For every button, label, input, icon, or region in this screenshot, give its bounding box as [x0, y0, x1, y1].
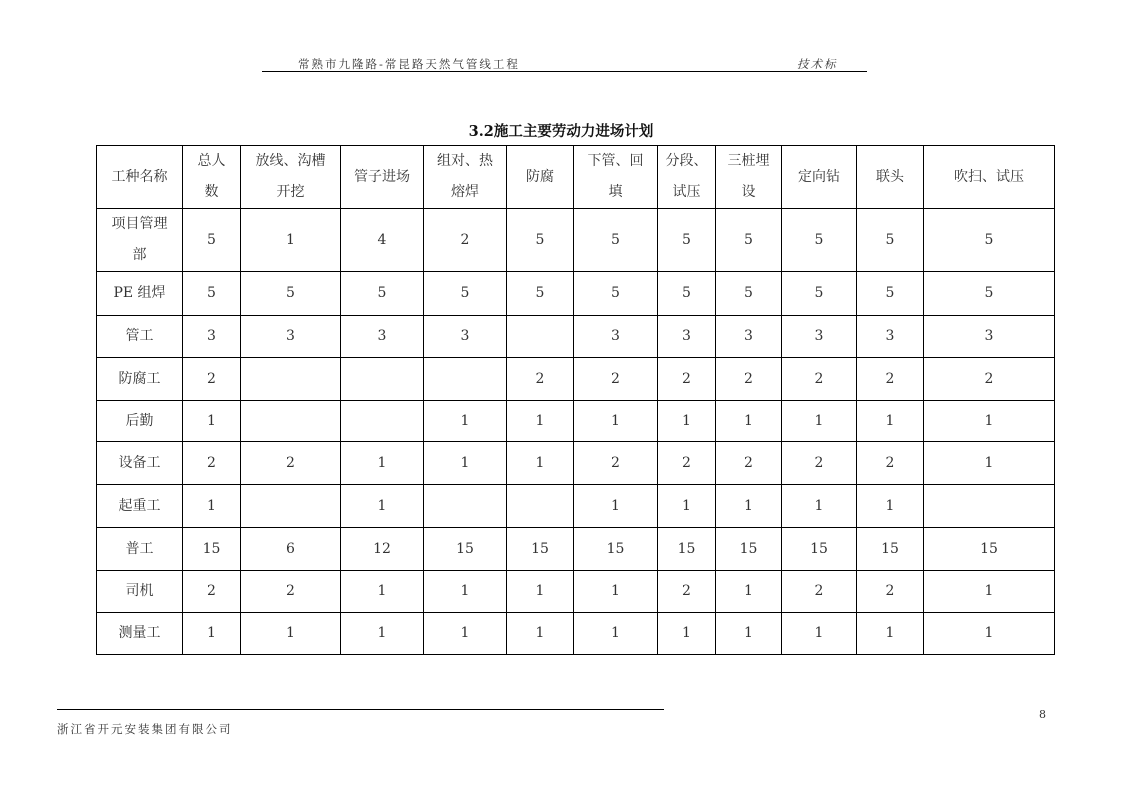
headcount-cell: 2 — [241, 442, 341, 485]
headcount-cell: 5 — [857, 272, 924, 316]
headcount-cell: 1 — [782, 401, 857, 442]
headcount-cell: 5 — [924, 272, 1055, 316]
headcount-cell: 1 — [924, 442, 1055, 485]
column-header — [341, 146, 424, 209]
headcount-cell: 6 — [241, 528, 341, 571]
trade-name-cell — [97, 485, 183, 528]
headcount-cell: 1 — [716, 571, 782, 613]
headcount-cell: 1 — [507, 613, 574, 655]
column-header-line1: 吹扫、试压 — [954, 169, 1024, 185]
headcount-cell: 1 — [424, 442, 507, 485]
footer-divider — [57, 709, 664, 710]
column-header-line1: 联头 — [876, 169, 904, 185]
column-header — [241, 146, 341, 209]
column-header-line2: 数 — [204, 184, 219, 200]
headcount-cell — [341, 401, 424, 442]
trade-name: 司机 — [125, 583, 154, 599]
headcount-cell: 1 — [716, 401, 782, 442]
headcount-cell: 15 — [183, 528, 241, 571]
table-row — [97, 442, 1055, 485]
headcount-cell: 5 — [183, 272, 241, 316]
headcount-cell: 3 — [924, 316, 1055, 358]
column-header — [97, 146, 183, 209]
headcount-cell: 5 — [507, 272, 574, 316]
trade-name: 后勤 — [125, 412, 154, 429]
headcount-cell: 1 — [716, 485, 782, 528]
headcount-cell: 2 — [658, 571, 716, 613]
headcount-cell: 1 — [341, 485, 424, 528]
headcount-cell: 1 — [658, 401, 716, 442]
headcount-cell: 1 — [341, 613, 424, 655]
headcount-cell: 1 — [857, 485, 924, 528]
headcount-cell: 3 — [716, 316, 782, 358]
headcount-cell: 1 — [574, 485, 658, 528]
headcount-cell: 5 — [658, 272, 716, 316]
table-row — [97, 272, 1055, 316]
trade-name: PE 组焊 — [113, 285, 166, 301]
headcount-cell — [424, 485, 507, 528]
column-header-line1: 总人 — [197, 153, 226, 169]
column-header-line1: 工种名称 — [111, 169, 168, 185]
headcount-cell: 5 — [716, 272, 782, 316]
headcount-cell: 2 — [658, 442, 716, 485]
headcount-cell: 2 — [782, 442, 857, 485]
headcount-cell: 2 — [857, 442, 924, 485]
headcount-cell: 1 — [183, 613, 241, 655]
headcount-cell: 5 — [574, 209, 658, 272]
column-header — [424, 146, 507, 209]
headcount-cell: 1 — [857, 613, 924, 655]
headcount-cell: 2 — [424, 209, 507, 272]
headcount-cell — [924, 485, 1055, 528]
headcount-cell: 3 — [574, 316, 658, 358]
headcount-cell: 1 — [857, 401, 924, 442]
headcount-cell: 1 — [424, 613, 507, 655]
table-row — [97, 358, 1055, 401]
table-row — [97, 209, 1055, 272]
headcount-cell: 15 — [574, 528, 658, 571]
headcount-cell: 5 — [716, 209, 782, 272]
headcount-cell: 1 — [782, 613, 857, 655]
headcount-cell: 5 — [183, 209, 241, 272]
headcount-cell: 15 — [658, 528, 716, 571]
headcount-cell: 2 — [716, 442, 782, 485]
headcount-cell: 15 — [782, 528, 857, 571]
trade-name-cell — [97, 571, 183, 613]
labor-plan-table — [96, 145, 1055, 655]
headcount-cell: 1 — [574, 613, 658, 655]
headcount-cell — [241, 358, 341, 401]
headcount-cell: 1 — [507, 401, 574, 442]
headcount-cell: 1 — [658, 485, 716, 528]
headcount-cell: 3 — [183, 316, 241, 358]
column-header-line1: 防腐 — [526, 169, 554, 185]
headcount-cell: 1 — [507, 442, 574, 485]
page-number: 8 — [1039, 708, 1046, 721]
column-header-line1: 放线、沟槽 — [255, 153, 326, 169]
headcount-cell: 12 — [341, 528, 424, 571]
trade-name-cell — [97, 358, 183, 401]
document-type: 技术标 — [797, 57, 838, 71]
table-row — [97, 485, 1055, 528]
column-header-line1: 组对、热 — [437, 153, 493, 169]
headcount-cell: 5 — [424, 272, 507, 316]
table-row — [97, 401, 1055, 442]
trade-name-line2: 部 — [132, 247, 147, 263]
headcount-cell: 2 — [782, 358, 857, 401]
column-header — [857, 146, 924, 209]
headcount-cell: 1 — [574, 401, 658, 442]
headcount-cell: 1 — [507, 571, 574, 613]
headcount-cell: 3 — [424, 316, 507, 358]
headcount-cell: 5 — [341, 272, 424, 316]
headcount-cell: 5 — [924, 209, 1055, 272]
headcount-cell: 1 — [241, 613, 341, 655]
table-header-row — [97, 146, 1055, 209]
table-row — [97, 316, 1055, 358]
project-name: 常熟市九隆路-常昆路天然气管线工程 — [298, 57, 520, 71]
headcount-cell: 1 — [241, 209, 341, 272]
trade-name-cell — [97, 316, 183, 358]
headcount-cell: 2 — [782, 571, 857, 613]
headcount-cell — [507, 485, 574, 528]
column-header-line1: 定向钻 — [798, 169, 840, 185]
headcount-cell: 2 — [924, 358, 1055, 401]
column-header — [716, 146, 782, 209]
column-header-line1: 分段、 — [665, 153, 708, 169]
headcount-cell: 2 — [857, 358, 924, 401]
headcount-cell: 2 — [183, 442, 241, 485]
headcount-cell: 15 — [924, 528, 1055, 571]
trade-name-cell — [97, 613, 183, 655]
trade-name: 普工 — [125, 540, 154, 557]
headcount-cell — [424, 358, 507, 401]
headcount-cell: 2 — [716, 358, 782, 401]
trade-name-cell — [97, 442, 183, 485]
headcount-cell: 1 — [183, 401, 241, 442]
column-header — [574, 146, 658, 209]
headcount-cell: 1 — [183, 485, 241, 528]
trade-name-cell — [97, 401, 183, 442]
headcount-cell: 1 — [924, 571, 1055, 613]
headcount-cell: 15 — [716, 528, 782, 571]
headcount-cell: 3 — [241, 316, 341, 358]
headcount-cell: 2 — [574, 442, 658, 485]
table-row — [97, 571, 1055, 613]
headcount-cell: 15 — [857, 528, 924, 571]
column-header-line2: 试压 — [672, 184, 701, 200]
column-header — [924, 146, 1055, 209]
trade-name: 防腐工 — [118, 370, 161, 387]
headcount-cell: 1 — [924, 613, 1055, 655]
headcount-cell: 1 — [658, 613, 716, 655]
headcount-cell: 5 — [241, 272, 341, 316]
headcount-cell: 5 — [658, 209, 716, 272]
trade-name: 测量工 — [118, 625, 161, 641]
headcount-cell: 1 — [574, 571, 658, 613]
headcount-cell: 1 — [716, 613, 782, 655]
column-header — [183, 146, 241, 209]
trade-name: 项目管理 — [111, 216, 168, 232]
headcount-cell: 5 — [782, 272, 857, 316]
headcount-cell — [341, 358, 424, 401]
headcount-cell: 15 — [424, 528, 507, 571]
column-header-line1: 下管、回 — [587, 153, 644, 169]
headcount-cell: 2 — [857, 571, 924, 613]
headcount-cell: 1 — [341, 571, 424, 613]
trade-name: 起重工 — [118, 497, 161, 514]
column-header-line1: 管子进场 — [354, 169, 410, 185]
headcount-cell: 2 — [574, 358, 658, 401]
trade-name: 管工 — [125, 328, 154, 344]
headcount-cell: 5 — [782, 209, 857, 272]
headcount-cell: 2 — [658, 358, 716, 401]
headcount-cell: 15 — [507, 528, 574, 571]
column-header-line2: 开挖 — [276, 184, 305, 200]
headcount-cell — [507, 316, 574, 358]
column-header — [507, 146, 574, 209]
headcount-cell: 2 — [183, 571, 241, 613]
headcount-cell: 5 — [857, 209, 924, 272]
headcount-cell: 3 — [782, 316, 857, 358]
column-header-line2: 填 — [608, 184, 623, 200]
headcount-cell: 3 — [857, 316, 924, 358]
headcount-cell: 4 — [341, 209, 424, 272]
headcount-cell: 2 — [183, 358, 241, 401]
page-header — [262, 55, 867, 72]
headcount-cell — [241, 485, 341, 528]
column-header-line2: 熔焊 — [451, 184, 479, 200]
trade-name: 设备工 — [118, 454, 161, 471]
headcount-cell: 5 — [507, 209, 574, 272]
headcount-cell: 1 — [924, 401, 1055, 442]
trade-name-cell — [97, 209, 183, 272]
headcount-cell: 3 — [341, 316, 424, 358]
headcount-cell — [241, 401, 341, 442]
column-header — [782, 146, 857, 209]
column-header-line2: 设 — [741, 184, 756, 200]
page-title: 3.2施工主要劳动力进场计划 — [468, 123, 654, 140]
headcount-cell: 2 — [241, 571, 341, 613]
headcount-cell: 2 — [507, 358, 574, 401]
column-header-line1: 三桩埋 — [727, 153, 770, 169]
company-name: 浙江省开元安装集团有限公司 — [57, 722, 233, 736]
column-header — [658, 146, 716, 209]
headcount-cell: 1 — [782, 485, 857, 528]
headcount-cell: 1 — [424, 571, 507, 613]
table-row — [97, 528, 1055, 571]
trade-name-cell — [97, 528, 183, 571]
table-row — [97, 613, 1055, 655]
headcount-cell: 1 — [341, 442, 424, 485]
headcount-cell: 1 — [424, 401, 507, 442]
headcount-cell: 3 — [658, 316, 716, 358]
trade-name-cell — [97, 272, 183, 316]
headcount-cell: 5 — [574, 272, 658, 316]
